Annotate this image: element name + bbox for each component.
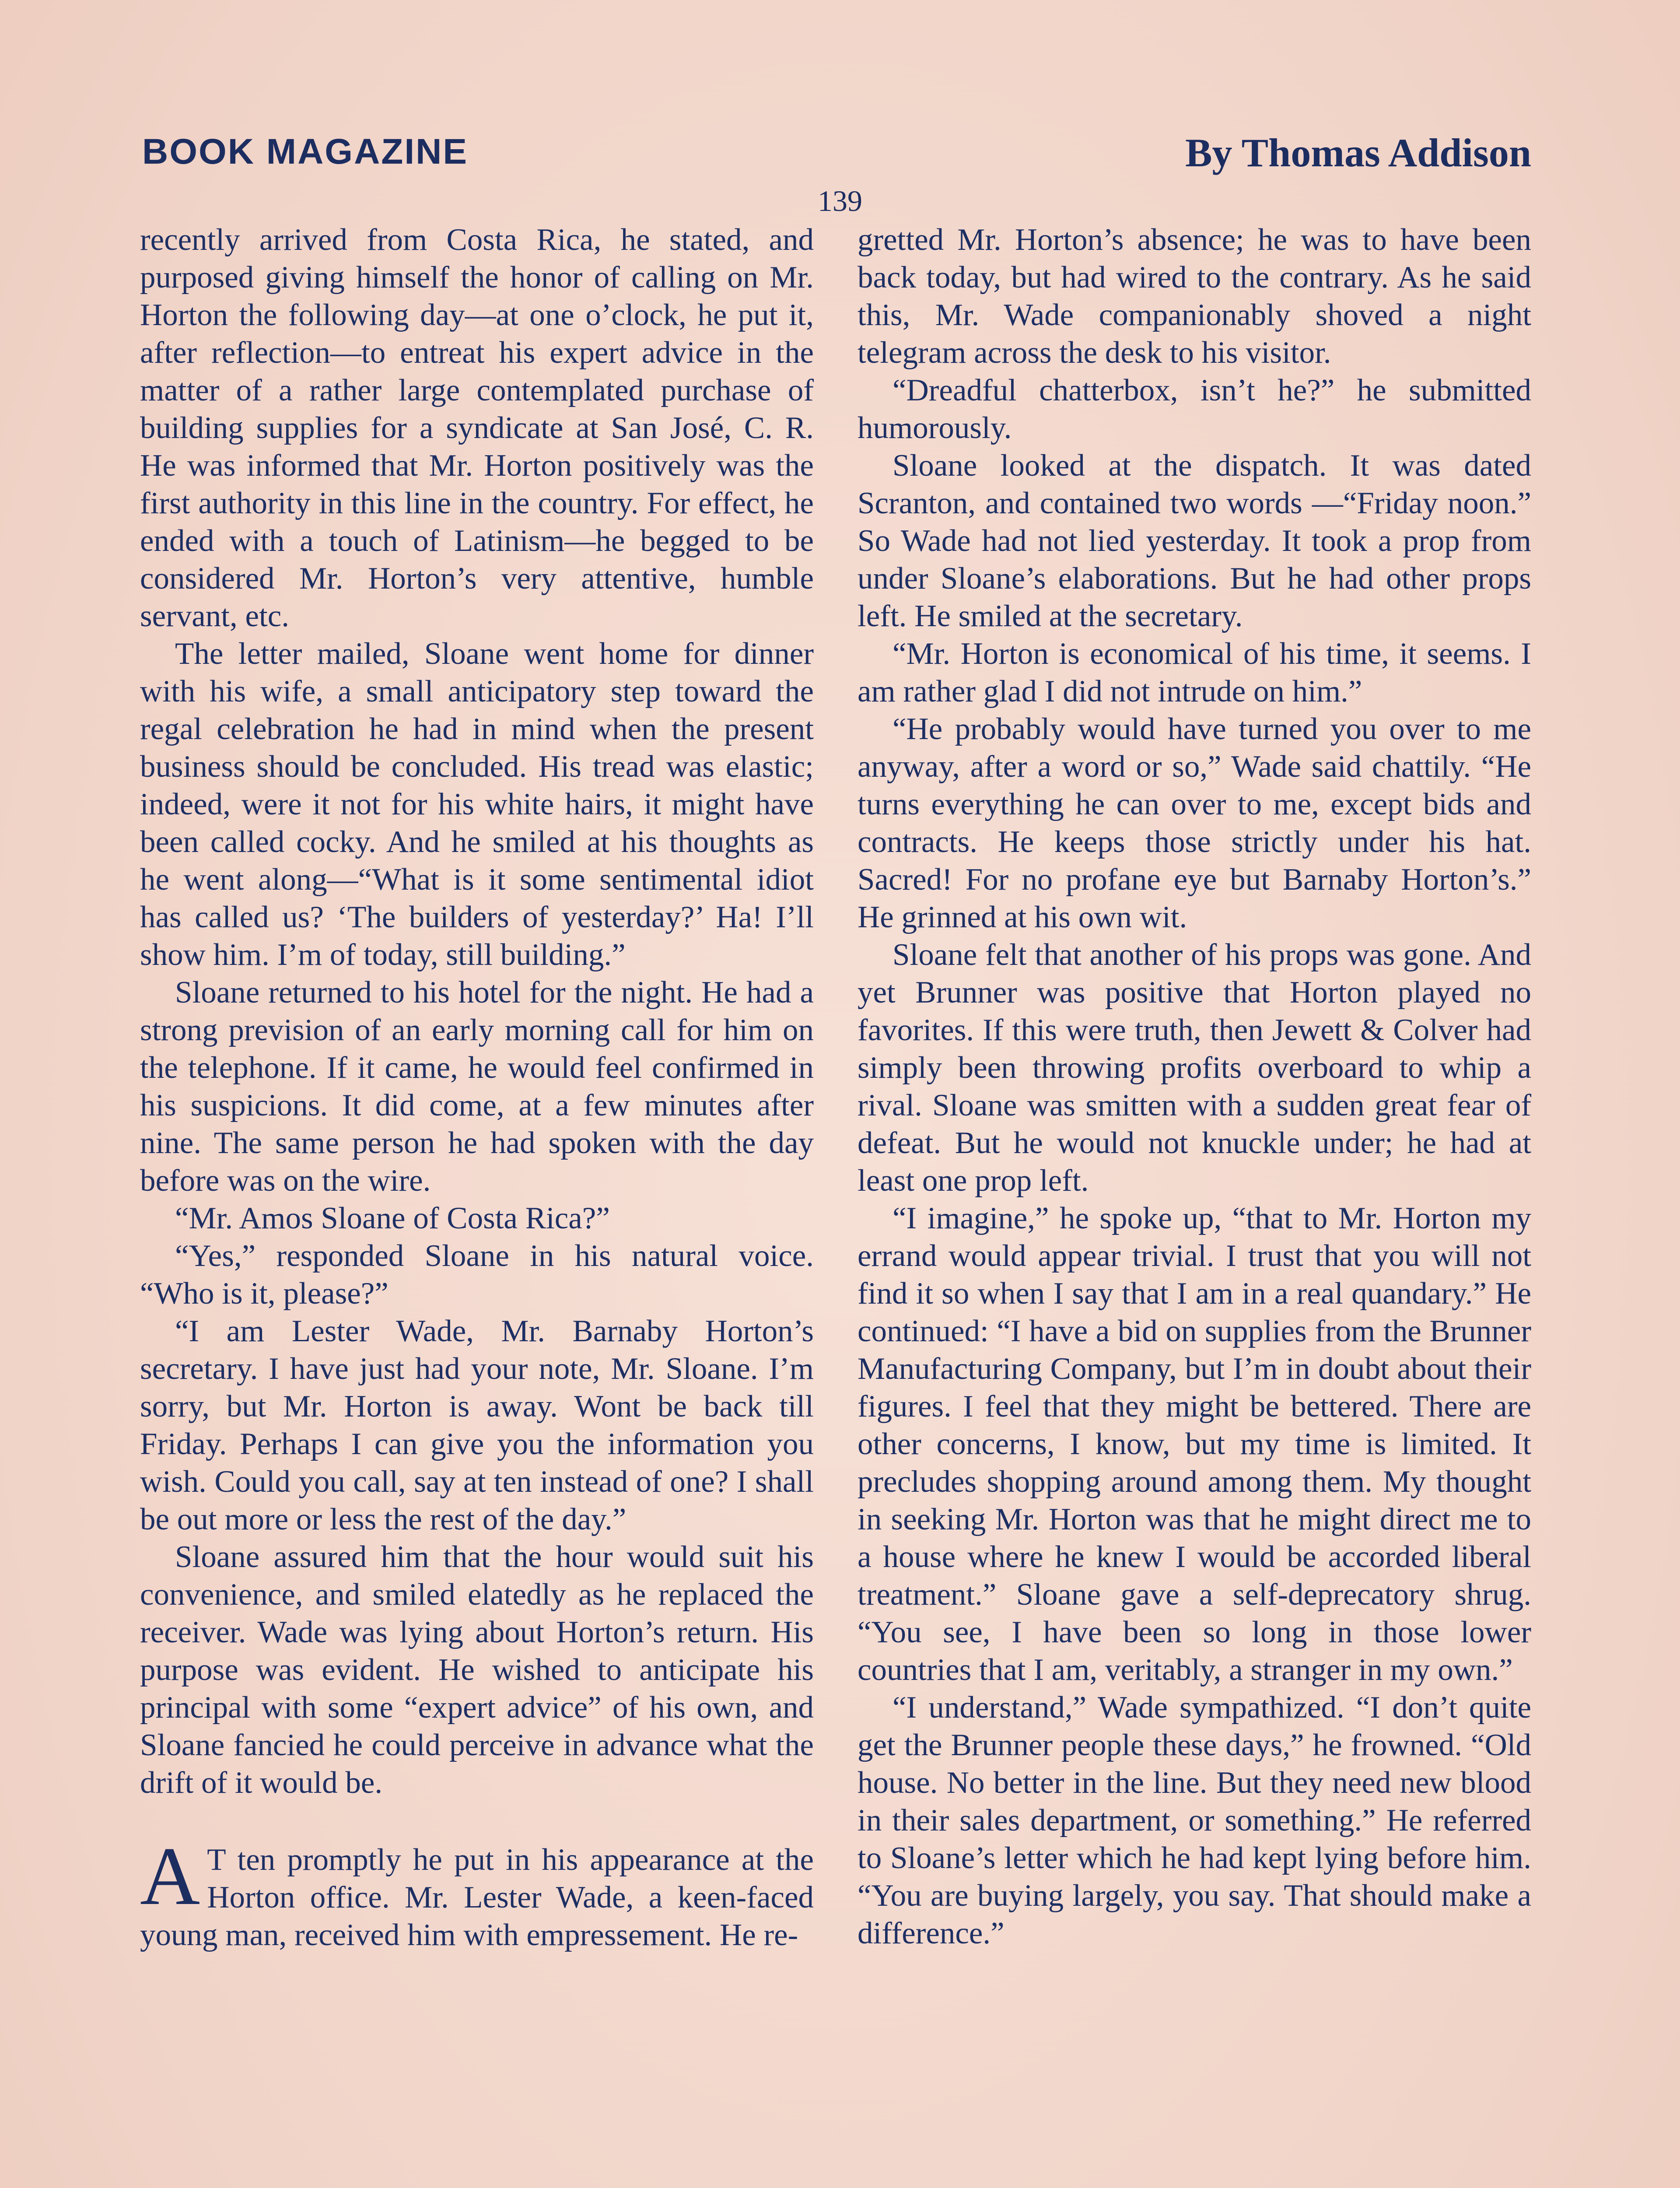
page-number: 139 xyxy=(818,184,862,217)
section-opening-paragraph xyxy=(140,1830,814,1954)
paragraph: Sloane felt that another of his props was gone. And yet Brunner was positive that Horton played no favorites. If this were truth, then Jewett & Colver had simply been throwing profits overboard to whip a rival. Sloane was smitten with a sudden great fear of defeat. But he would not knuckle under; he had at least one prop left. xyxy=(858,938,1531,1198)
running-head-magazine: BOOK MAGAZINE xyxy=(142,132,469,172)
paragraph: “Dreadful chatterbox, isn’t he?” he submitted humorously. xyxy=(858,373,1531,445)
paragraph: Sloane returned to his hotel for the night. He had a strong prevision of an early morning call for him on the telephone. If it came, he would feel confirmed in his suspicions. It did come, at a few minutes after nine. The same person he had spoken with the day before was on the wire. xyxy=(140,975,814,1198)
paragraph: “I am Lester Wade, Mr. Barnaby Horton’s secretary. I have just had your note, Mr. Sloane. I’m sorry, but Mr. Horton is away. Wont be back till Friday. Perhaps I can give you the information you wish. Could you call, say at ten instead of one? I shall be out more or less the rest of the day.” xyxy=(140,1314,814,1536)
paragraph: “He probably would have turned you over to me anyway, after a word or so,” Wade said chattily. “He turns everything he can over to me, except bids and contracts. He keeps those strictly under his hat. Sacred! For no profane eye but Barnaby Horton’s.” He grinned at his own wit. xyxy=(858,712,1531,934)
paragraph-text: T ten promptly he put in his appearance at the Horton office. Mr. Lester Wade, a keen-faced young man, received him with empressement. He re- xyxy=(140,1843,814,1952)
paragraph: Sloane looked at the dispatch. It was dated Scranton, and contained two words —“Friday noon.” So Wade had not lied yesterday. It took a prop from under Sloane’s elaborations. But he had other props left. He smiled at the secretary. xyxy=(858,449,1531,633)
paragraph: “I understand,” Wade sympathized. “I don’t quite get the Brunner people these days,” he frowned. “Old house. No better in the line. But they need new blood in their sales department, or something.” He referred to Sloane’s letter which he had kept lying before him. “You are buying largely, you say. That should make a difference.” xyxy=(858,1690,1531,1950)
paragraph: “Mr. Amos Sloane of Costa Rica?” xyxy=(175,1201,610,1235)
drop-cap: A xyxy=(140,1830,200,1922)
running-head-author: By Thomas Addison xyxy=(1185,130,1531,175)
paragraph: The letter mailed, Sloane went home for dinner with his wife, a small anticipatory step toward the regal celebration he had in mind when the present business should be concluded. His tread was elastic; indeed, were it not for his white hairs, it might have been called cocky. And he smiled at his thoughts as he went along—“What is it some sentimental idiot has called us? ‘The builders of yesterday?’ Ha! I’ll show him. I’m of today, still building.” xyxy=(140,637,814,972)
paragraph: Sloane assured him that the hour would suit his convenience, and smiled elatedly as he replaced the receiver. Wade was lying about Horton’s return. His purpose was evident. He wished to anticipate his principal with some “expert advice” of his own, and Sloane fancied he could perceive in advance what the drift of it would be. xyxy=(140,1540,814,1800)
paragraph: “Mr. Horton is economical of his time, it seems. I am rather glad I did not intrude on him.” xyxy=(858,637,1531,708)
left-column xyxy=(140,221,814,2188)
right-column xyxy=(858,221,1531,2188)
paragraph: “I imagine,” he spoke up, “that to Mr. Horton my errand would appear trivial. I trust that you will not find it so when I say that I am in a real quandary.” He continued: “I have a bid on supplies from the Brunner Manufacturing Company, but I’m in doubt about their figures. I feel that they might be bettered. There are other concerns, I know, but my time is limited. It precludes shopping around among them. My thought in seeking Mr. Horton was that he might direct me to a house where he knew I would be accorded liberal treatment.” Sloane gave a self-deprecatory shrug. “You see, I have been so long in those lower countries that I am, veritably, a stranger in my own.” xyxy=(858,1201,1531,1687)
paragraph: gretted Mr. Horton’s absence; he was to have been back today, but had wired to the contrary. As he said this, Mr. Wade companionably shoved a night telegram across the desk to his visitor. xyxy=(858,223,1531,370)
paragraph: “Yes,” responded Sloane in his natural voice. “Who is it, please?” xyxy=(140,1239,814,1311)
paragraph: recently arrived from Costa Rica, he stated, and purposed giving himself the honor of calling on Mr. Horton the following day—at one o’clock, he put it, after reflection—to entreat his expert advice in the matter of a rather large contemplated purchase of building supplies for a syndicate at San José, C. R. He was informed that Mr. Horton positively was the first authority in this line in the country. For effect, he ended with a touch of Latinism—he begged to be considered Mr. Horton’s very attentive, humble servant, etc. xyxy=(140,223,814,633)
